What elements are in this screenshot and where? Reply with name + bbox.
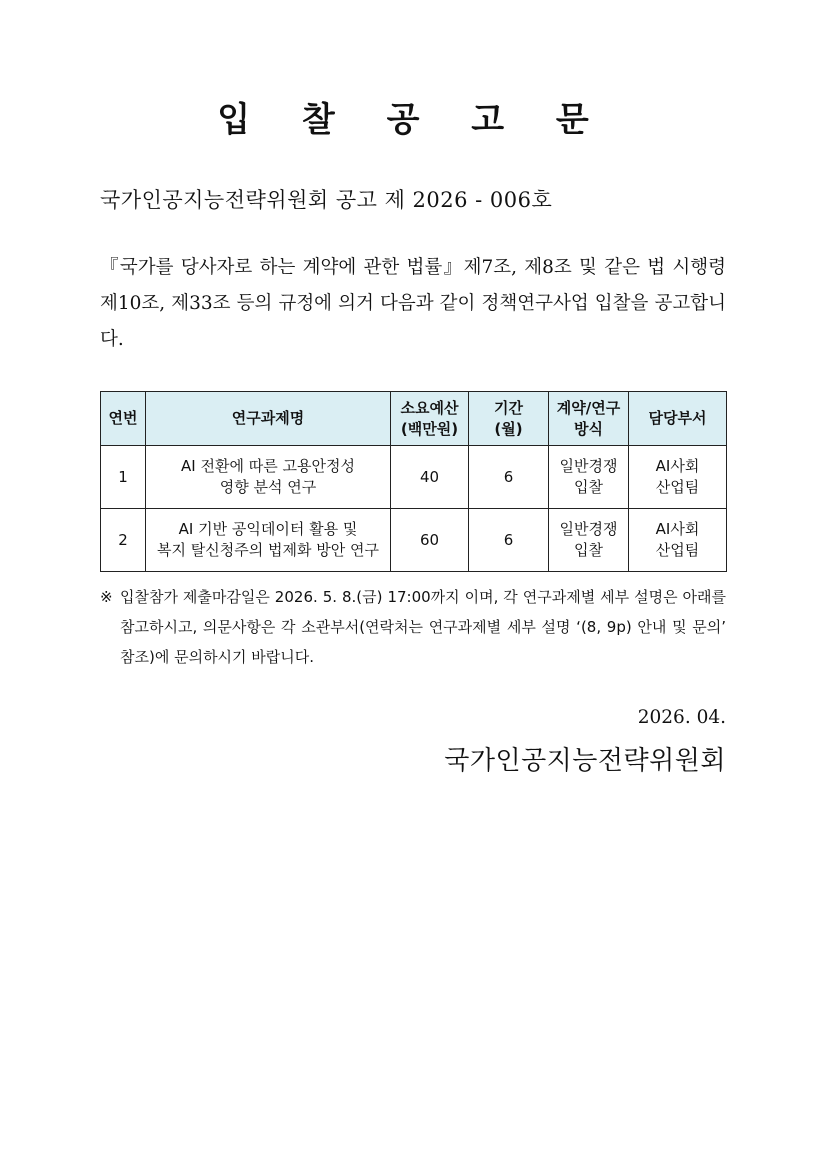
cell-dept: AI사회 산업팀 bbox=[629, 446, 727, 509]
header-budget: 소요예산 (백만원) bbox=[391, 392, 469, 446]
issuing-organization: 국가인공지능전략위원회 bbox=[444, 746, 726, 776]
cell-method: 일반경쟁 입찰 bbox=[549, 509, 629, 572]
cell-name: AI 전환에 따른 고용안정성 영향 분석 연구 bbox=[146, 446, 391, 509]
table-header-row bbox=[101, 392, 727, 446]
cell-no: 1 bbox=[101, 446, 146, 509]
notice-number: 국가인공지능전략위원회 공고 제 2026 - 006호 bbox=[100, 188, 553, 212]
header-method: 계약/연구 방식 bbox=[549, 392, 629, 446]
cell-period: 6 bbox=[469, 446, 549, 509]
cell-method: 일반경쟁 입찰 bbox=[549, 446, 629, 509]
footnote-text: 입찰참가 제출마감일은 2026. 5. 8.(금) 17:00까지 이며, 각 연구과제별 세부 설명은 아래를 참고하시고, 의문사항은 각 소관부서(연락처는 연구과제별 세부 설명 ‘(8, 9p) 안내 및 문의’ 참조)에 문의하시기 바랍니다. bbox=[120, 588, 726, 666]
cell-budget: 40 bbox=[391, 446, 469, 509]
header-period: 기간 (월) bbox=[469, 392, 549, 446]
research-task-table bbox=[100, 391, 727, 572]
cell-no: 2 bbox=[101, 509, 146, 572]
reference-mark-icon: ※ bbox=[100, 588, 113, 606]
notice-date: 2026. 04. bbox=[637, 707, 726, 728]
header-name: 연구과제명 bbox=[146, 392, 391, 446]
header-no: 연번 bbox=[101, 392, 146, 446]
intro-paragraph: 『국가를 당사자로 하는 계약에 관한 법률』제7조, 제8조 및 같은 법 시행령 제10조, 제33조 등의 규정에 의거 다음과 같이 정책연구사업 입찰을 공고합니다. bbox=[100, 257, 726, 350]
table-row bbox=[101, 446, 727, 509]
cell-budget: 60 bbox=[391, 509, 469, 572]
cell-period: 6 bbox=[469, 509, 549, 572]
cell-name: AI 기반 공익데이터 활용 및 복지 탈신청주의 법제화 방안 연구 bbox=[146, 509, 391, 572]
document-title: 입 찰 공 고 문 bbox=[217, 100, 609, 140]
header-dept: 담당부서 bbox=[629, 392, 727, 446]
table-row bbox=[101, 509, 727, 572]
cell-dept: AI사회 산업팀 bbox=[629, 509, 727, 572]
footnote bbox=[100, 582, 726, 672]
